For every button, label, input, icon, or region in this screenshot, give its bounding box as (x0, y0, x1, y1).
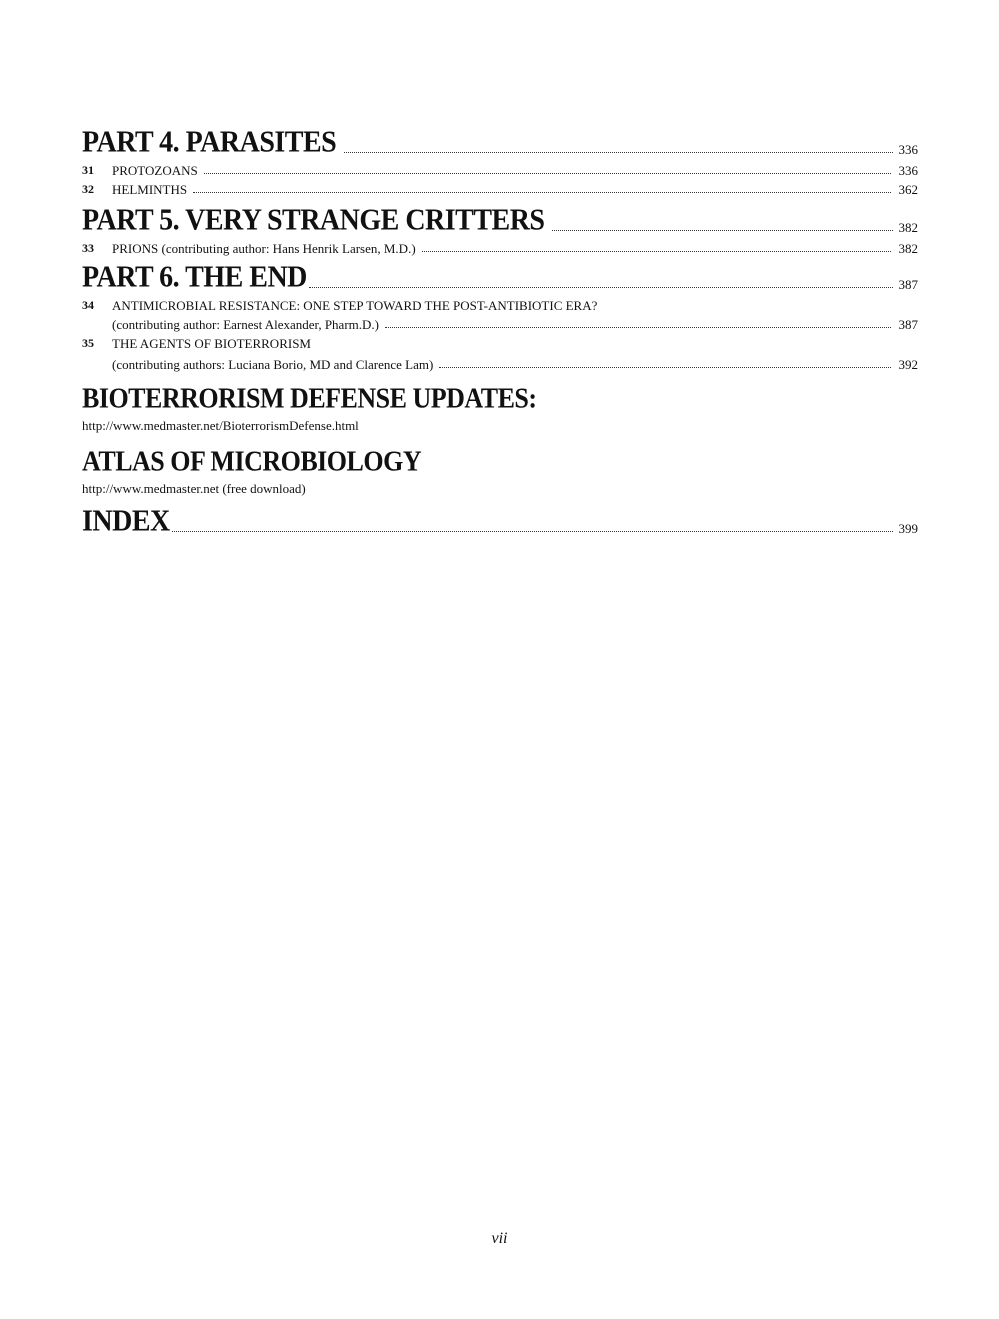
dot-leader (385, 326, 891, 328)
chapter-title: PRIONS (contributing author: Hans Henrik Larsen, M.D.) (112, 241, 416, 256)
page-number: 392 (898, 357, 918, 372)
atlas-heading: ATLAS OF MICROBIOLOGY (82, 445, 422, 478)
part-title: PART 4. PARASITES (82, 125, 337, 160)
page-number: 382 (898, 220, 918, 235)
chapter-number: 32 (82, 182, 94, 196)
bioterrorism-updates-url[interactable]: http://www.medmaster.net/BioterrorismDefense.html (82, 418, 359, 433)
chapter-number: 35 (82, 336, 94, 350)
chapter-number: 33 (82, 241, 94, 255)
dot-leader (552, 229, 892, 231)
page-number: 399 (898, 521, 918, 536)
bioterrorism-updates-heading: BIOTERRORISM DEFENSE UPDATES: (82, 382, 537, 415)
table-of-contents (82, 126, 918, 537)
chapter-subtitle: (contributing author: Earnest Alexander, Pharm.D.) (112, 317, 379, 332)
index-heading[interactable] (82, 505, 918, 537)
dot-leader (309, 286, 893, 288)
toc-entry-32[interactable] (82, 177, 918, 196)
part-title: PART 6. THE END (82, 260, 307, 295)
toc-entry-34[interactable] (82, 293, 918, 312)
toc-entry-34-subtitle[interactable] (82, 312, 918, 331)
chapter-number: 34 (82, 298, 94, 312)
page-folio: vii (491, 1230, 508, 1247)
chapter-number: 31 (82, 163, 94, 177)
atlas-url[interactable]: http://www.medmaster.net (free download) (82, 481, 306, 496)
toc-entry-31[interactable] (82, 158, 918, 177)
toc-entry-35-subtitle[interactable] (82, 350, 918, 371)
chapter-title: HELMINTHS (112, 182, 188, 197)
dot-leader (172, 530, 893, 532)
page-number: 382 (898, 241, 918, 256)
dot-leader (344, 151, 892, 153)
chapter-title: PROTOZOANS (112, 163, 198, 178)
dot-leader (193, 191, 890, 193)
page-number: 336 (898, 142, 918, 157)
page-number: 336 (898, 163, 918, 178)
chapter-title: ANTIMICROBIAL RESISTANCE: ONE STEP TOWARD THE POST-ANTIBIOTIC ERA? (112, 298, 598, 313)
part-5-heading[interactable] (82, 204, 918, 236)
part-title: PART 5. VERY STRANGE CRITTERS (82, 203, 545, 238)
dot-leader (204, 172, 891, 174)
page-number: 362 (898, 182, 918, 197)
dot-leader (439, 366, 890, 368)
index-title: INDEX (82, 504, 170, 539)
page-number: 387 (898, 277, 918, 292)
part-6-heading[interactable] (82, 261, 918, 293)
toc-entry-33[interactable] (82, 236, 918, 255)
page-number: 387 (898, 317, 918, 332)
part-4-heading[interactable] (82, 126, 918, 158)
dot-leader (422, 250, 891, 252)
toc-entry-35[interactable] (82, 331, 918, 350)
chapter-subtitle: (contributing authors: Luciana Borio, MD and Clarence Lam) (112, 357, 434, 372)
chapter-title: THE AGENTS OF BIOTERRORISM (112, 336, 311, 351)
